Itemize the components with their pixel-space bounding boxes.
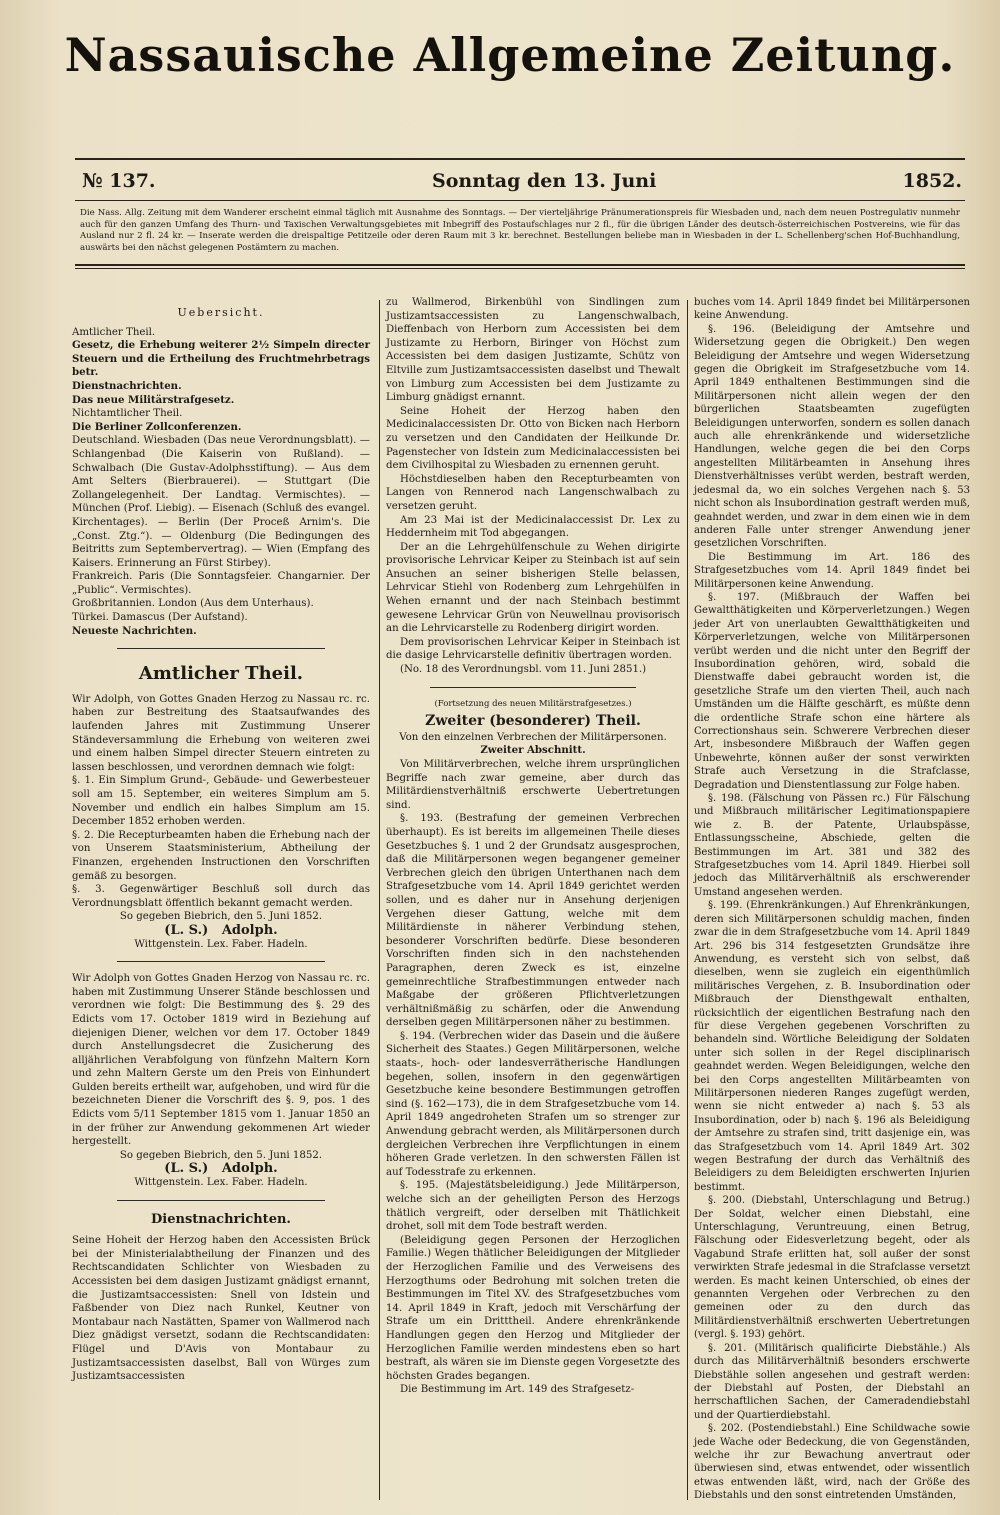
toc-item: Neueste Nachrichten. bbox=[72, 624, 197, 637]
part-subtitle: Von den einzelnen Verbrechen der Militärpersonen. bbox=[399, 731, 667, 743]
toc-item: Frankreich. Paris (Die Sonntagsfeier. Changarnier. Der „Public“. Vermischtes). bbox=[72, 571, 370, 596]
toc-item: Dienstnachrichten. bbox=[72, 379, 182, 392]
law-paragraph: Wir Adolph von Gottes Gnaden Herzog von Nassau rc. rc. haben mit Zustimmung Unserer Stände beschlossen und verordnen wie folgt: Die Bestimmung des §. 29 des Edicts vom 17. October 1819 wird in Beziehung auf diejenigen Diener, welchen vor dem 17. October 1849 durch Anstellungsdecret die Zusicherung des alljährlichen Verabfolgung von fünfzehn Maltern Korn und zehn Maltern Gerste um den Preis von Einhundert Gulden bereits ertheilt war, aufgehoben, und wird für die bezeichneten Diener die Vorschrift des §. 9, pos. 1 des Edicts vom 5/11 September 1815 vom 1. Januar 1850 an in der früher zur Anwendung gekommenen Art wieder hergestellt. bbox=[72, 973, 370, 1148]
law-paragraph: §. 193. (Bestrafung der gemeinen Verbrechen überhaupt). Es ist bereits im allgemeinen Theile dieses Gesetzbuches §. 1 und 2 der Grundsatz ausgesprochen, daß die Militärpersonen wegen begangener gemeiner Verbrechen gleich den übrigen Unterthanen nach dem Strafgesetzbuche vom 14. April 1849 gerichtet werden sollen, und es daher nur in Ansehung derjenigen Vergehen dieser Gattung, welche mit dem Militärdienste in näherer Verbindung stehen, besonderer Vorschriften bedürfe. Diese besonderen Vorschriften finden sich in den nachstehenden Paragraphen, deren Zweck es ist, einzelne gemeinrechtliche Strafbestimmungen entweder nach Maßgabe der größeren Pflichtverletzungen verhältnißmäßig zu schärfen, oder die Anwendung derselben gegen Militärpersonen näher zu bestimmen. bbox=[386, 813, 680, 1029]
masthead-title: Nassauische Allgemeine Zeitung. bbox=[64, 28, 956, 82]
news-paragraph: Der an die Lehrgehülfenschule zu Wehen dirigirte provisorische Lehrvicar Keiper zu Steinbach ist auf sein Ansuchen an seiner bisherigen Stelle belassen, Lehrvicar Stiehl von Rodenberg zum Lehrgehülfen in Wehen ernannt und der nach Steinbach bestimmt gewesene Lehrvicar Grün von Neuwellnau provisorisch an die Lehrvicarstelle zu Rodenberg dirigirt worden. bbox=[386, 541, 680, 635]
news-paragraph: zu Wallmerod, Birkenbühl von Sindlingen zum Justizamtsaccessisten zu Langenschwalbach, Dieffenbach von Herborn zum Accessisten bei dem Justizamte zu Herborn, Biringer von Höchst zum Accessisten bei dem dasigen Justizamte, Schütz von Eltville zum Justizamtsaccessisten daselbst und Thewalt von Limburg zum Accessisten bei dem Justizamte zu Limburg gnädigst ernannt. bbox=[386, 297, 680, 404]
column-1 bbox=[72, 300, 370, 1384]
toc-item: Das neue Militärstrafgesetz. bbox=[72, 393, 235, 406]
law-paragraph: Die Bestimmung im Art. 149 des Strafgesetz- bbox=[400, 1384, 635, 1396]
law-paragraph: §. 199. (Ehrenkränkungen.) Auf Ehrenkränkungen, deren sich Militärpersonen schuldig machen, finden zwar die in dem Strafgesetzbuche vom 14. April 1849 Art. 296 bis 314 festgesetzten Grundsätze ihre Anwendung, es versteht sich von selbst, daß dieselben, wenn sie zugleich ein eigenthümlich militärisches Vergehen, z. B. Insubordination oder Mißbrauch der Diensthgewalt enthalten, rücksichtlich der eigentlichen Bestrafung nach den für diese Vergehen gegebenen Vorschriften zu behandeln sind. Wörtliche Beleidigung der Soldaten unter sich sollen in der Regel disciplinarisch geahndet werden. Wegen Beleidigungen, welche den bei den Corps angestellten Militärbeamten von Militärpersonen niederen Ranges zugefügt werden, wenn sie nicht entweder a) nach §. 53 als Insubordination, oder b) nach §. 196 als Beleidigung der Amtsehre zu strafen sind, tritt dasjenige ein, was das Strafgesetzbuch vom 14. April 1849 Art. 302 wegen Bestrafung der durch das Verhältniß des Beleidigers zu dem Beleidigten erschwerten Injurien bestimmt. bbox=[694, 900, 970, 1193]
news-paragraph: Dem provisorischen Lehrvicar Keiper in Steinbach ist die dasige Lehrvicarstelle definitiv übertragen worden. bbox=[386, 636, 680, 662]
law-paragraph: (Beleidigung gegen Personen der Herzoglichen Familie.) Wegen thätlicher Beleidigungen der Mitglieder der Herzoglichen Familie und des Verweisens des Herzogthums oder Bedrohung mit solchen treten die Bestimmungen im Titel XV. des Strafgesetzbuches vom 14. April 1849 in Kraft, jedoch mit Verschärfung der Strafe um ein Dritttheil. Andere ehrenkränkende Handlungen gegen den Herzog und Mitglieder der Herzoglichen Familie werden mindestens eben so hart bestraft, als wären sie im Dienste gegen Vorgesetzte des höchsten Grades begangen. bbox=[386, 1234, 680, 1382]
law-paragraph: So gegeben Biebrich, den 5. Juni 1852. bbox=[119, 911, 323, 923]
signature: Adolph. bbox=[221, 1161, 278, 1177]
section-heading: Zweiter Abschnitt. bbox=[480, 744, 586, 757]
law-paragraph: §. 1. Ein Simplum Grund-, Gebäude- und Gewerbesteuer soll am 15. September, ein weiteres Simplum am 5. November und endlich ein halbes Simplum am 15. December 1852 erhoben werden. bbox=[72, 775, 370, 828]
law-paragraph: §. 201. (Militärisch qualificirte Diebstähle.) Als durch das Militärverhältniß besonders erschwerte Diebstähle sollen angesehen und gestraft werden: der Diebstahl auf Posten, der Diebstahl an herrschaftlichen Sachen, der Cameradendiebstahl und der Quartierdiebstahl. bbox=[694, 1342, 970, 1421]
notice-rule-bottom bbox=[75, 268, 965, 269]
law-paragraph: buches vom 14. April 1849 findet bei Militärpersonen keine Anwendung. bbox=[694, 297, 970, 322]
toc-item: Großbritannien. London (Aus dem Unterhaus). bbox=[72, 598, 314, 610]
column-divider-1 bbox=[379, 300, 380, 1500]
issue-year: 1852. bbox=[902, 170, 962, 192]
signature-line bbox=[72, 1162, 370, 1176]
law-paragraph: §. 197. (Mißbrauch der Waffen bei Gewaltthätigkeiten und Körperverletzungen.) Wegen jeder Art von unerlaubten Gewaltthätigkeiten und Körperverletzungen, welche von Militärpersonen verübt werden und die nicht unter den Begriff der Insubordination gehören, wird, sobald die Dienstwaffe dabei gebraucht worden ist, die gesetzliche Strafe um den vierten Theil, auch nach Umständen um die Hälfte geschärft, es müßte denn die ordentliche Strafe schon eine härtere als Correctionshaus sein. Schwerere Verbrechen dieser Art, insbesondere Mißbrauch der Waffen gegen Unbewehrte, können außer der sonst verwirkten Strafe auch Versetzung in die Strafclasse, Degradation und Dienstentlassung zur Folge haben. bbox=[694, 591, 970, 791]
section-separator bbox=[117, 1200, 326, 1201]
toc-item: Türkei. Damascus (Der Aufstand). bbox=[72, 612, 248, 624]
news-paragraph: Am 23 Mai ist der Medicinalaccessist Dr. Lex zu Heddernheim mit Tod abgegangen. bbox=[386, 514, 680, 540]
law-paragraph: §. 200. (Diebstahl, Unterschlagung und Betrug.) Der Soldat, welcher einen Diebstahl, eine Unterschlagung, Veruntreuung, einen Betrug, Fälschung oder Eidesverletzung begeht, oder als Vagabund Strafe erlitten hat, soll außer der sonst verwirkten Strafe jedesmal in die Strafclasse versetzt werden. Es macht keinen Unterschied, ob eines der genannten Vergehen oder Verbrechen zu den gemeinen oder zu den durch das Militärdienstverhältniß erschwerten Uebertretungen (vergl. §. 193) gehört. bbox=[694, 1195, 970, 1341]
law-paragraph: So gegeben Biebrich, den 5. Juni 1852. bbox=[119, 1149, 323, 1161]
news-paragraph: Höchstdieselben haben den Recepturbeamten von Langen von Rennerod nach Langenschwalbach zu versetzen geruht. bbox=[386, 473, 680, 512]
toc-item: Die Berliner Zollconferenzen. bbox=[72, 420, 242, 433]
toc-title: Uebersicht. bbox=[177, 306, 265, 319]
law-paragraph: Wir Adolph, von Gottes Gnaden Herzog zu Nassau rc. rc. haben zur Bestreitung des Staatsaufwandes des laufenden Jahres mit Zustimmung Unserer Ständeversammlung die Erhebung von weiteren zwei und einem halben Simpel directer Steuern eintreten zu lassen beschlossen, und verordnen demnach wie folgt: bbox=[72, 693, 370, 773]
issue-number: № 137. bbox=[82, 170, 156, 192]
law-paragraph: §. 2. Die Recepturbeamten haben die Erhebung nach der von Unserem Staatsministerium, Abtheilung der Finanzen, ergehenden Instructionen den Vorschriften gemäß zu besorgen. bbox=[72, 829, 370, 882]
signature-line bbox=[72, 924, 370, 938]
section-separator bbox=[117, 648, 326, 649]
law-paragraph: §. 196. (Beleidigung der Amtsehre und Widersetzung gegen die Obrigkeit.) Den wegen Beleidigung der Amtsehre und wegen Widersetzung gegen die Obrigkeit im Strafgesetzbuche vom 14. April 1849 enthaltenen Bestimmungen sind die Militärpersonen nicht allein wegen der den bürgerlichen Staatsbeamten zugefügten Beleidigungen unterworfen, sondern es sollen danach auch alle ehrenkränkende und widersetzliche Handlungen, welche gegen die bei den Corps angestellten Militärbeamten in Ansehung ihres Dienstverhältnisses verübt werden, bestraft werden, jedesmal da, wo ein solches Vergehen nach §. 53 nicht schon als Insubordination gestraft werden muß, geahndet werden, und zwar in dem einen wie in dem anderen Falle unter strenger Anwendung jener gesetzlichen Vorschriften. bbox=[694, 323, 970, 550]
dateline bbox=[82, 170, 962, 194]
law-paragraph: §. 195. (Majestätsbeleidigung.) Jede Militärperson, welche sich an der geheiligten Person des Herzogs thätlich vergreift, oder derselben mit Thätlichkeit drohet, soll mit dem Tode bestraft werden. bbox=[386, 1180, 680, 1233]
toc-item: Gesetz, die Erhebung weiterer 2½ Simpeln directer Steuern und die Ertheilung des Fruchtmehrbetrags betr. bbox=[72, 339, 370, 379]
notice-rule-top bbox=[75, 264, 965, 266]
law-paragraph: §. 3. Gegenwärtiger Beschluß soll durch das Verordnungsblatt öffentlich bekannt gemacht werden. bbox=[72, 884, 370, 909]
toc-item: Nichtamtlicher Theil. bbox=[72, 408, 183, 420]
toc-item: Deutschland. Wiesbaden (Das neue Verordnungsblatt). — Schlangenbad (Die Kaiserin von Rußland). — Schwalbach (Die Gustav-Adolphsstiftung). — Aus dem Amt Selters (Bierbrauerei). — Stuttgart (Die Zollangelegenheit. Der Landtag. Vermischtes). — München (Prof. Liebig). — Eisenach (Schluß des evangel. Kirchentages). — Berlin (Der Proceß Arnim's. Die „Const. Ztg.“). — Oldenburg (Die Bedingungen des Beitritts zum Septembervertrag). — Wien (Empfang des Kaisers. Erinnerung an Fürst Stirbey). bbox=[72, 435, 370, 569]
toc-item: Amtlicher Theil. bbox=[72, 326, 156, 338]
column-3 bbox=[694, 296, 970, 1503]
news-paragraph: (No. 18 des Verordnungsbl. vom 11. Juni 2851.) bbox=[400, 664, 647, 676]
masthead-rule bbox=[75, 158, 965, 160]
news-paragraph: Seine Hoheit der Herzog haben den Accessisten Brück bei der Ministerialabtheilung der Finanzen und des Rechtscandidaten Schlichter von Wiesbaden zu Accessisten bei dem dasigen Justizamt gnädigst ernannt, die Justizamtsaccessisten: Snell von Idstein und Faßbender von Diez nach Runkel, Keutner von Montabaur nach Nastätten, Spamer von Wallmerod nach Diez gnädigst versetzt, sodann die Rechtscandidaten: Flügel und D'Avis von Montabaur zu Justizamtsaccessisten daselbst, Ball von Würges zum Justizamtsaccessisten bbox=[72, 1235, 370, 1383]
column-2 bbox=[386, 296, 680, 1397]
section-separator bbox=[117, 961, 326, 962]
section-separator bbox=[430, 687, 636, 688]
cosignatories: Wittgenstein. Lex. Faber. Hadeln. bbox=[134, 1177, 308, 1189]
part-title: Zweiter (besonderer) Theil. bbox=[425, 713, 641, 730]
continuation-note: (Fortsetzung des neuen Militärstrafgesetzes.) bbox=[434, 698, 632, 709]
section-title-dienst: Dienstnachrichten. bbox=[151, 1211, 291, 1227]
news-paragraph: Seine Hoheit der Herzog haben den Medicinalaccessisten Dr. Otto von Bicken nach Herborn zu versetzen und den Candidaten der Heilkunde Dr. Pagenstecher von Idstein zum Medicinalaccessisten bei dem Civilhospital zu Wiesbaden zu ernennen geruht. bbox=[386, 405, 680, 472]
law-paragraph: §. 198. (Fälschung von Pässen rc.) Für Fälschung und Mißbrauch militärischer Legitimationspapiere wie z. B. der Patente, Urlaubspässe, Entlassungsscheine, Abschiede, gelten die Bestimmungen im Art. 381 und 382 des Strafgesetzbuches vom 14. April 1849. Hierbei soll jedoch das Militärverhältniß als erschwerender Umstand angesehen werden. bbox=[694, 793, 970, 898]
law-paragraph: §. 202. (Postendiebstahl.) Eine Schildwache sowie jede Wache oder Bedeckung, die von Gegenständen, welche ihr zur Bewachung anvertraut oder überwiesen sind, etwas entwendet, oder wissentlich etwas entwenden läßt, wird, nach der Größe des Diebstahls und den sonst eintretenden Umständen, bbox=[694, 1423, 970, 1502]
dateline-rule bbox=[75, 200, 965, 201]
column-divider-2 bbox=[687, 300, 688, 1500]
subscription-notice: Die Nass. Allg. Zeitung mit dem Wanderer erscheint einmal täglich mit Ausnahme des Sonntags. — Der vierteljährige Pränumerationspreis für Wiesbaden und, nach dem neuen Postregulativ nunmehr auch für den ganzen Umfang des Thurn- und Taxischen Verwaltungsgebietes mit Inbegriff des Postaufschlages nur 2 fl., für die übrigen Länder des deutsch-österreichischen Postvereins, wie für das Ausland nur 2 fl. 24 kr. — Inserate werden die dreispaltige Petitzeile oder deren Raum mit 3 kr. berechnet. Bestellungen beliebe man in Wiesbaden in der L. Schellenberg'schen Hof-Buchhandlung, auswärts bei den nächst gelegenen Postämtern zu machen. bbox=[80, 208, 960, 253]
law-paragraph: §. 194. (Verbrechen wider das Dasein und die äußere Sicherheit des Staates.) Gegen Militärpersonen, welche staats-, hoch- oder landesverrätherische Handlungen begehen, sollen, insofern in den gegenwärtigen Gesetzbuche keine besondere Bestimmungen getroffen sind (§. 162—173), die in dem Strafgesetzbuche vom 14. April 1849 angedroheten Strafen um so strenger zur Anwendung gebracht werden, als Militärpersonen durch dergleichen Verbrechen ihre Verpflichtungen in einem höheren Grade verletzen. In den schwersten Fällen ist auf Todesstrafe zu erkennen. bbox=[386, 1030, 680, 1178]
issue-date: Sonntag den 13. Juni bbox=[432, 170, 657, 192]
seal-mark: (L. S.) bbox=[164, 922, 209, 938]
law-paragraph: Die Bestimmung im Art. 186 des Strafgesetzbuches vom 14. April 1849 findet bei Militärpersonen keine Anwendung. bbox=[694, 551, 970, 590]
seal-mark: (L. S.) bbox=[164, 1161, 209, 1177]
law-paragraph: Von Militärverbrechen, welche ihrem ursprünglichen Begriffe nach zwar gemeine, aber durch das Militärdienstverhältniß erschwerte Uebertretungen sind. bbox=[386, 759, 680, 811]
cosignatories: Wittgenstein. Lex. Faber. Hadeln. bbox=[134, 938, 308, 950]
signature: Adolph. bbox=[221, 922, 278, 938]
section-title-amtlich: Amtlicher Theil. bbox=[138, 663, 304, 685]
